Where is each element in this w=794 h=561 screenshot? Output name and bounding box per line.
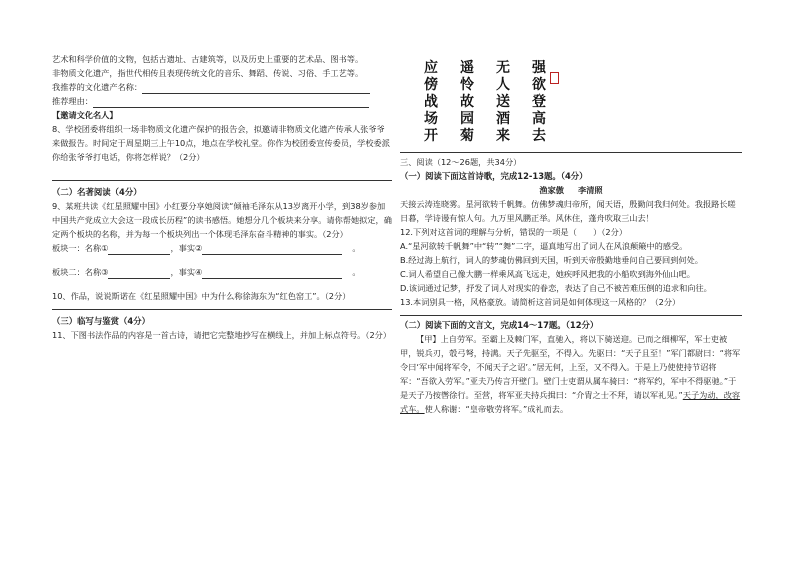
sub-2-title: （二）阅读下面的文言文，完成14～17题。（12分） — [400, 320, 599, 330]
block-2-fact-blank[interactable] — [202, 268, 342, 279]
calligraphy-col-1: 强欲登高去 — [532, 60, 546, 144]
option-c: C.词人希望自己像大鹏一样乘风高飞远走，她疾呼风把我的小船吹到海外仙山吧。 — [400, 269, 695, 279]
classical-underlined: 天子为动，改容式车。 — [400, 390, 741, 414]
option-d: D.该词通过记梦，抒发了词人对现实的眷恋，表达了自己不被苦难压倒的追求和向往。 — [400, 283, 712, 293]
classical-text: 【甲】上自劳军。至霸上及棘门军，直驰入，将以下骑送迎。已而之细柳军，军士吏被甲，锐兵刃，彀弓弩，持满。天子先驱至，不得入。先驱曰：“天子且至！”军门都尉曰：“将军令曰‘军中闻将军令，不闻天子之诏’。”居无何，上至，又不得入。于是上乃使使持节诏将军：“吾欲入劳军。”亚夫乃传言开壁门。壁门士吏谓从属车骑曰：“将军约，军中不得驱驰。”于是天子乃按辔徐行。至营，将军亚夫持兵揖曰：“介胄之士不拜，请以军礼见。”天子为动，改容式车。使人称谢：“皇帝敬劳将军。”成礼而去。 — [400, 334, 741, 414]
question-11: 11、下图书法作品的内容是一首古诗，请把它完整地抄写在横线上，并加上标点符号。（2分） — [52, 330, 392, 340]
recommend-reason-blank[interactable] — [93, 97, 369, 108]
block-2-name-blank[interactable] — [108, 268, 170, 279]
poem-header — [400, 183, 742, 197]
part-3-title: 三、阅读（12～26题，共34分） — [400, 157, 522, 167]
question-10: 10、作品，说说斯诺在《红星照耀中国》中为什么称徐海东为“红色窑工”。（2分） — [52, 291, 351, 301]
right-column — [400, 52, 742, 416]
block-2-line: 板块二：名称③ ，事实④ 。 — [52, 267, 361, 277]
answer-space-8[interactable] — [52, 164, 392, 180]
block-1-name-blank[interactable] — [108, 244, 170, 255]
calligraphy-col-4: 应傍战场开 — [424, 60, 438, 144]
option-a: A.“星河欲转千帆舞”中“转”“舞”二字，逼真地写出了词人在风浪颠簸中的感受。 — [400, 241, 688, 251]
divider — [400, 315, 742, 316]
sub-1-title: （一）阅读下面这首诗歌，完成12-13题。（4分） — [400, 171, 588, 181]
question-13: 13.本词别具一格，风格豪放。请简析这首词是如何体现这一风格的？（2分） — [400, 297, 681, 307]
block-1-line: 板块一：名称① ，事实② 。 — [52, 243, 361, 253]
divider — [52, 309, 392, 310]
option-b: B.经过海上航行，词人的梦魂仿佛回到天国，听到天帝殷勤地垂问自己要回到何处。 — [400, 255, 703, 265]
section-2-title: （二）名著阅读（4分） — [52, 187, 142, 197]
block-1-fact-blank[interactable] — [202, 244, 342, 255]
question-8: 8、学校团委将组织一场非物质文化遗产保护的报告会，拟邀请非物质文化遗产传承人张爷爷来做报告。时间定于周星期三上午10点，地点在学校礼堂。你作为校团委宣传委员，学校委派你给张爷爷打电话，你将怎样说？（2分） — [52, 124, 390, 162]
calligraphy-columns — [418, 60, 548, 144]
intro-intangible: 非物质文化遗产，指世代相传且表现传统文化的音乐、舞蹈、传说、习俗、手工艺等。 — [52, 68, 364, 78]
recommend-name-blank[interactable] — [142, 83, 370, 94]
question-9: 9、某班共读《红星照耀中国》小红要分享她阅读“倾袖毛泽东从13岁离开小学，到38岁参加中国共产党成立大会这一段成长历程”的读书感悟。她想分几个板块来分享。请你帮她拟定，确定两个板块的名称，并为每一个板块列出一个体现毛泽东奋斗精神的事实。（2分） — [52, 201, 392, 239]
calligraphy-col-3: 遥怜故园菊 — [460, 60, 474, 144]
section-3-title: （三）临写与鉴赏（4分） — [52, 316, 150, 326]
question-12: 12.下列对这首词的理解与分析，错误的一项是（ ）（2分） — [400, 227, 628, 237]
left-column — [52, 52, 392, 342]
poem-title: 渔家傲 — [539, 185, 564, 195]
calligraphy-col-2: 无人送酒来 — [496, 60, 510, 144]
recommend-name-line: 我推荐的文化遗产名称： — [52, 80, 392, 94]
invite-heading: 【邀请文化名人】 — [52, 110, 118, 120]
poem-author: 李清照 — [578, 185, 603, 195]
divider — [52, 180, 392, 181]
seal-icon — [550, 72, 559, 84]
intro-tangible: 艺术和科学价值的文物，包括古遗址、古建筑等，以及历史上重要的艺术品、图书等。 — [52, 54, 364, 64]
calligraphy-artwork — [400, 52, 742, 152]
divider — [400, 152, 742, 153]
recommend-reason-line: 推荐理由： — [52, 94, 392, 108]
poem-text: 天接云涛连晓雾。星河欲转千帆舞。仿佛梦魂归帝所，闻天语，殷勤问我归何处。我报路长嗟日暮，学诗谩有惊人句。九万里风鹏正举。风休住，蓬舟吹取三山去！ — [400, 199, 736, 223]
